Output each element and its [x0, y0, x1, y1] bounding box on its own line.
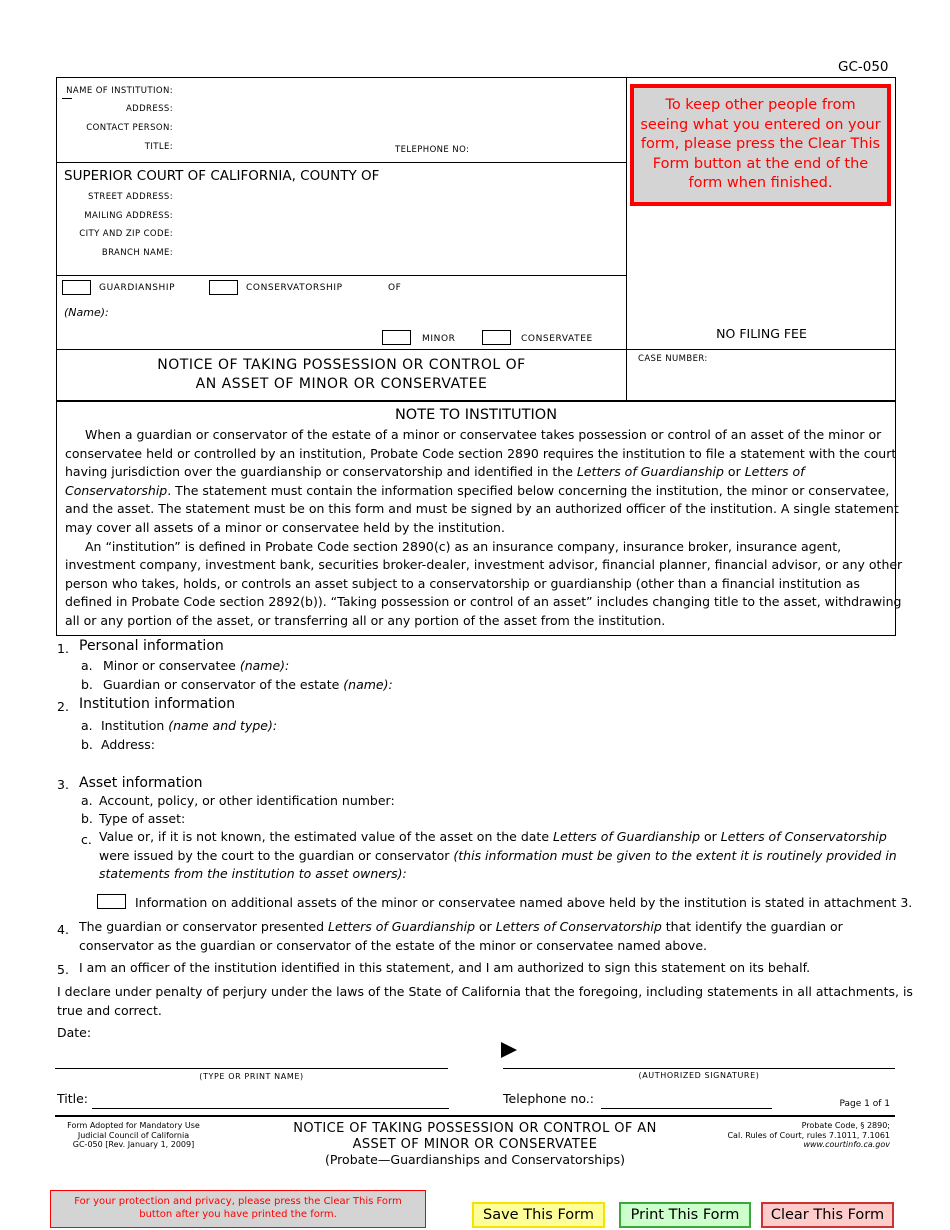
clear-form-button[interactable]: Clear This Form — [761, 1202, 894, 1228]
guardianship-checkbox[interactable] — [62, 280, 91, 295]
item-3c-letter: c. — [81, 832, 92, 847]
conservatorship-label: CONSERVATORSHIP — [246, 283, 343, 293]
note-paragraph-1: When a guardian or conservator of the estate of a minor or conservatee takes possession or control of an asset of the minor or conservatee held or controlled by an institution, Probate Code section 2890 requires the institution to file a statement with the court having jurisdiction over the guardianship or conservatorship and identified in the Letters of Guardianship or Letters of Conservatorship. The statement must contain the information specified below concerning the institution, the minor or conservatee, and the asset. The statement must be on this form and must be signed by an authorized officer of the institution. A single statement may cover all assets of a minor or conservatee held by the institution. An “institution” is defined in Probate Code section 2890(c) as an insurance company, insurance broker, insurance agent, investment company, investment bank, securities broker-dealer, investment advisor, financial planner, financial advisor, or any other person who takes, holds, or controls an asset subject to a conservatorship or guardianship (other than a financial institution as defined in Probate Code section 2892(b)). “Taking possession or control of an asset” includes changing title to the asset, withdrawing all or any portion of the asset, or transferring all or any portion of the asset from the institution. — [65, 427, 903, 628]
city-zip-label: CITY AND ZIP CODE: — [79, 229, 173, 239]
of-label: OF — [388, 283, 402, 293]
print-name-line — [55, 1068, 448, 1069]
footer-privacy-notice: For your protection and privacy, please press the Clear This Form button after you have printed the form. — [50, 1190, 426, 1228]
no-filing-fee: NO FILING FEE — [716, 326, 807, 341]
item-1-title: Personal information — [79, 638, 224, 654]
conservatorship-checkbox[interactable] — [209, 280, 238, 295]
footer-adopted: Form Adopted for Mandatory Use Judicial Council of California GC-050 [Rev. January 1, 2009] — [67, 1121, 200, 1149]
conservatee-label: CONSERVATEE — [521, 334, 593, 344]
item-2a-label: Institution (name and type): — [101, 718, 278, 733]
branch-name-label: BRANCH NAME: — [101, 248, 173, 258]
signature-line — [503, 1068, 895, 1069]
item-2-number: 2. — [57, 699, 69, 714]
telephone-field-line[interactable] — [601, 1108, 772, 1109]
item-5-text: I am an officer of the institution identified in this statement, and I am authorized to sign this statement on its behalf. — [79, 960, 811, 975]
attachment-3-checkbox[interactable] — [97, 894, 126, 909]
item-4-number: 4. — [57, 922, 69, 937]
item-5-number: 5. — [57, 962, 69, 977]
page-number: Page 1 of 1 — [839, 1099, 890, 1109]
item-3b-letter: b. — [81, 811, 93, 826]
item-3c-label: Value or, if it is not known, the estimated value of the asset on the date Letters of Guardianship or Letters of Conservatorship were issued by the court to the guardian or conservator (this information must be given to the extent it is routinely provided in statements from the institution to asset owners): — [99, 829, 897, 882]
item-3b-label: Type of asset: — [99, 811, 186, 826]
street-address-label: STREET ADDRESS: — [88, 192, 173, 202]
item-1b-letter: b. — [81, 677, 93, 692]
print-form-button[interactable]: Print This Form — [619, 1202, 751, 1228]
minor-checkbox[interactable] — [382, 330, 411, 345]
court-name: SUPERIOR COURT OF CALIFORNIA, COUNTY OF — [64, 168, 380, 184]
title-field-line[interactable] — [92, 1108, 449, 1109]
item-2b-letter: b. — [81, 737, 93, 752]
conservatee-checkbox[interactable] — [482, 330, 511, 345]
footer-divider — [55, 1115, 895, 1117]
item-2b-label: Address: — [101, 737, 155, 752]
guardianship-label: GUARDIANSHIP — [99, 283, 176, 293]
item-4-text: The guardian or conservator presented Letters of Guardianship or Letters of Conservatorship that identify the guardian or conservator as the guardian or conservator of the estate of the minor or conservatee named above. — [79, 919, 843, 953]
footer-title: NOTICE OF TAKING POSSESSION OR CONTROL OF AN ASSET OF MINOR OR CONSERVATEE (Probate—Guardianships and Conservatorships) — [293, 1121, 657, 1167]
save-form-button[interactable]: Save This Form — [472, 1202, 605, 1228]
item-1b-label: Guardian or conservator of the estate (name): — [103, 677, 393, 692]
telephone-label: TELEPHONE NO: — [395, 145, 470, 155]
date-label: Date: — [57, 1025, 92, 1040]
item-3a-letter: a. — [81, 793, 93, 808]
item-2a-letter: a. — [81, 718, 93, 733]
item-1-number: 1. — [57, 641, 69, 656]
address-label: ADDRESS: — [125, 104, 173, 114]
name-label: (Name): — [64, 306, 109, 319]
signature-arrow-icon — [501, 1042, 517, 1058]
item-3a-label: Account, policy, or other identification number: — [99, 793, 395, 808]
print-name-caption: (TYPE OR PRINT NAME) — [199, 1072, 304, 1081]
form-number: GC-050 — [838, 59, 889, 75]
footer-citations: Probate Code, § 2890; Cal. Rules of Court, rules 7.1011, 7.1061 www.courtinfo.ca.gov — [727, 1121, 890, 1149]
item-1a-letter: a. — [81, 658, 93, 673]
declaration-text: I declare under penalty of perjury under the laws of the State of California that the foregoing, including statements in all attachments, is true and correct. — [57, 984, 913, 1018]
title-label: TITLE: — [144, 142, 173, 152]
institution-name-label: NAME OF INSTITUTION: — [66, 86, 173, 96]
note-heading: NOTE TO INSTITUTION — [394, 407, 558, 423]
title-field-label: Title: — [57, 1091, 88, 1106]
minor-label: MINOR — [422, 334, 456, 344]
form-title: NOTICE OF TAKING POSSESSION OR CONTROL OF AN ASSET OF MINOR OR CONSERVATEE — [157, 357, 526, 392]
telephone-field-label: Telephone no.: — [503, 1091, 594, 1106]
item-1a-label: Minor or conservatee (name): — [103, 658, 290, 673]
contact-person-label: CONTACT PERSON: — [86, 123, 173, 133]
item-3-title: Asset information — [79, 775, 203, 791]
case-number-label: CASE NUMBER: — [638, 354, 708, 364]
mailing-address-label: MAILING ADDRESS: — [84, 211, 173, 221]
signature-caption: (AUTHORIZED SIGNATURE) — [638, 1071, 760, 1080]
item-3-number: 3. — [57, 777, 69, 792]
privacy-notice: To keep other people from seeing what you entered on your form, please press the Clear This Form button at the end of the form when finished. — [630, 84, 891, 206]
attachment-3-label: Information on additional assets of the minor or conservatee named above held by the institution is stated in attachment 3. — [135, 895, 913, 910]
item-2-title: Institution information — [79, 696, 236, 712]
